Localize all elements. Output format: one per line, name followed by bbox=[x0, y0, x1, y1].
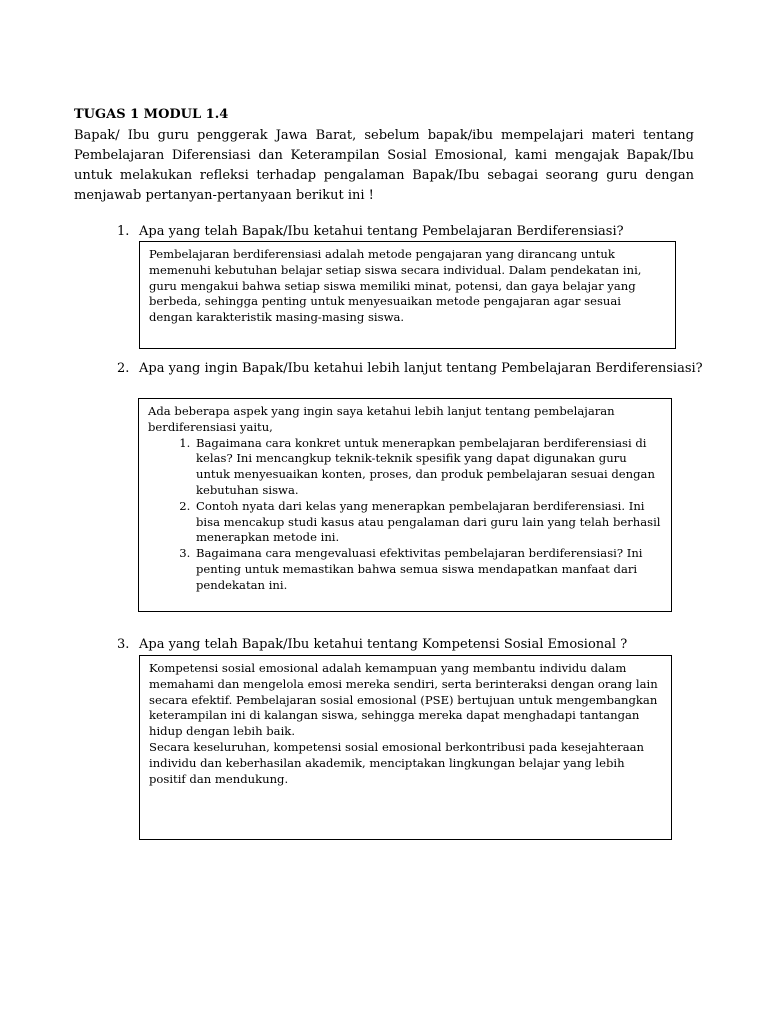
answer-box-1 bbox=[139, 241, 676, 349]
page-title: TUGAS 1 MODUL 1.4 bbox=[74, 107, 229, 122]
answer-paragraph: Secara keseluruhan, kompetensi sosial emosional berkontribusi pada kesejahteraan individu dan keberhasilan akademik, menciptakan lingkungan belajar yang lebih positif dan mendukung. bbox=[149, 739, 645, 786]
answer-text: Pembelajaran berdiferensiasi adalah metode pengajaran yang dirancang untuk memenuhi kebutuhan belajar setiap siswa secara individual. Dalam pendekatan ini, guru mengakui bahwa setiap siswa memiliki minat, potensi, dan gaya belajar yang berbeda, sehingga penting untuk menyesuaikan metode pengajaran agar sesuai dengan karakteristik masing-masing siswa. bbox=[149, 247, 642, 325]
question-2 bbox=[117, 360, 703, 378]
answer-list bbox=[148, 436, 662, 594]
list-item: 2. Contoh nyata dari kelas yang menerapkan pembelajaran berdiferensiasi. Ini bisa mencakup studi kasus atau pengalaman dari guru lain yang telah berhasil menerapkan metode ini. bbox=[194, 499, 662, 546]
answer-box-2 bbox=[138, 398, 672, 612]
question-text: Apa yang ingin Bapak/Ibu ketahui lebih lanjut tentang Pembelajaran Berdiferensiasi? bbox=[139, 361, 703, 376]
answer-paragraph: Kompetensi sosial emosional adalah kemampuan yang membantu individu dalam memahami dan mengelola emosi mereka sendiri, serta berinteraksi dengan orang lain secara efektif. Pembelajaran sosial emosional (PSE) bertujuan untuk mengembangkan keterampilan ini di kalangan siswa, sehingga mereka dapat menghadapi tantangan hidup dengan lebih baik. bbox=[149, 661, 658, 739]
intro-paragraph: Bapak/ Ibu guru penggerak Jawa Barat, sebelum bapak/ibu mempelajari materi tentang Pembelajaran Diferensiasi dan Keterampilan Sosial Emosional, kami mengajak Bapak/Ibu untuk melakukan refleksi terhadap pengalaman Bapak/Ibu sebagai seorang guru dengan menjawab pertanyan-pertanyaan berikut ini ! bbox=[74, 128, 694, 203]
list-item: 3. Bagaimana cara mengevaluasi efektivitas pembelajaran berdiferensiasi? Ini penting untuk memastikan bahwa semua siswa mendapatkan manfaat dari pendekatan ini. bbox=[194, 546, 662, 593]
question-text: Apa yang telah Bapak/Ibu ketahui tentang Kompetensi Sosial Emosional ? bbox=[139, 637, 628, 652]
list-item: 1. Bagaimana cara konkret untuk menerapkan pembelajaran berdiferensiasi di kelas? Ini mencangkup teknik-teknik spesifik yang dapat digunakan guru untuk menyesuaikan konten, proses, dan produk pembelajaran sesuai dengan kebutuhan siswa. bbox=[194, 436, 662, 499]
question-number: 3. bbox=[117, 637, 130, 652]
question-1 bbox=[117, 223, 624, 241]
answer-intro: Ada beberapa aspek yang ingin saya ketahui lebih lanjut tentang pembelajaran berdiferensiasi yaitu, bbox=[148, 404, 615, 434]
answer-box-3 bbox=[139, 655, 672, 840]
question-3 bbox=[117, 636, 627, 654]
question-number: 1. bbox=[117, 224, 130, 239]
question-number: 2. bbox=[117, 361, 130, 376]
question-text: Apa yang telah Bapak/Ibu ketahui tentang Pembelajaran Berdiferensiasi? bbox=[139, 224, 624, 239]
